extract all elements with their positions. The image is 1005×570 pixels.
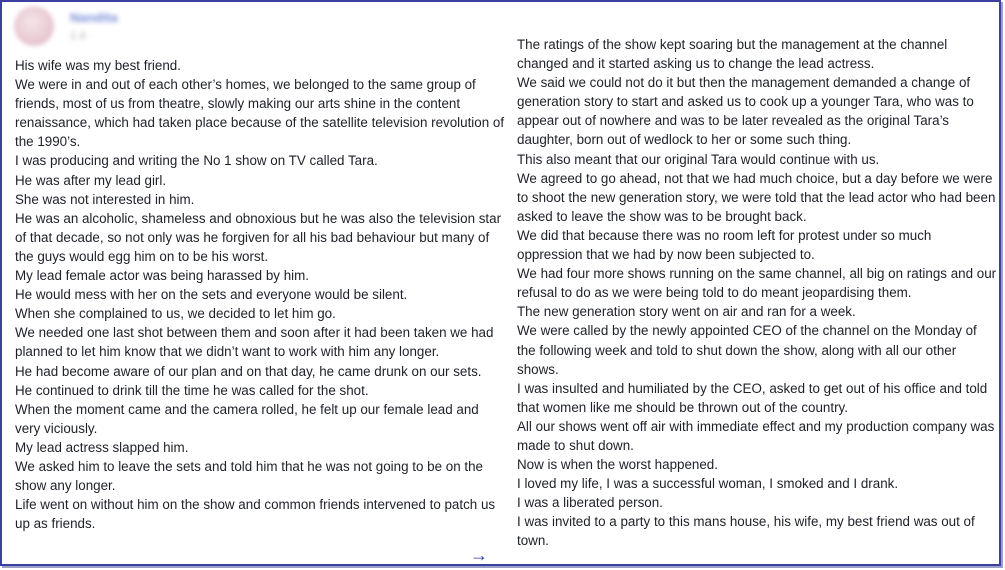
author-avatar[interactable] [14,6,54,46]
post-paragraph: We were in and out of each other’s homes, we belonged to the same group of friends, most of us from theatre, slowly making our arts shine in the content renaissance, which had taken place because of the satellite television revolution of the 1990’s. [15,77,505,150]
post-paragraph: We did that because there was no room left for protest under so much oppression that we had by now been subjected to. [517,227,932,263]
post-paragraph: Now is when the worst happened. [517,457,718,473]
post-paragraph: We asked him to leave the sets and told him that he was not going to be on the show any longer. [15,458,483,494]
author-name[interactable]: Nandita [70,10,118,25]
post-paragraph: When the moment came and the camera rolled, he felt up our female lead and very viciously. [15,401,479,436]
post-timestamp[interactable]: 1 d · [70,30,93,42]
post-paragraph: We were called by the newly appointed CEO of the channel on the Monday of the following week and told to shut down the show, along with all our other shows. [517,323,977,377]
post-paragraph: My lead actress slapped him. [15,439,189,455]
post-paragraph: I was insulted and humiliated by the CEO, asked to get out of his office and told that women like me should be thrown out of the country. [517,380,988,415]
post-paragraph: He continued to drink till the time he was called for the shot. [15,382,369,398]
post-paragraph: I was a liberated person. [517,495,663,511]
post-paragraph: My lead female actor was being harassed by him. [15,268,309,284]
post-paragraph: We needed one last shot between them and soon after it had been taken we had planned to let him know that we didn’t want to work with him any longer. [15,325,494,360]
post-paragraph: This also meant that our original Tara would continue with us. [517,151,880,167]
post-paragraph: We agreed to go ahead, not that we had much choice, but a day before we were to shoot the new generation story, we were told that the lead actor who had been asked to leave the show was to be brought back. [517,170,996,224]
post-paragraph: The new generation story went on air and ran for a week. [517,304,856,320]
post-paragraph: Life went on without him on the show and common friends intervened to patch us up as friends. [15,497,496,532]
post-paragraph: We said we could not do it but then the management demanded a change of generation story to start and asked us to cook up a younger Tara, who was to appear out of nowhere and was to be later revealed as the original Tara’s daughter, born out of wedlock to her or some such thing. [517,75,974,148]
post-paragraph: We had four more shows running on the same channel, all big on ratings and our refusal to do as we were being told to do meant jeopardising them. [517,266,997,301]
post-paragraph: He was after my lead girl. [15,172,167,188]
post-paragraph: The ratings of the show kept soaring but the management at the channel changed and it started asking us to change the lead actress. [517,37,948,72]
post-paragraph: I was producing and writing the No 1 show on TV called Tara. [15,153,378,169]
post-paragraph: He would mess with her on the sets and everyone would be silent. [15,287,408,303]
post-paragraph: He was an alcoholic, shameless and obnoxious but he was also the television star of that decade, so not only was he forgiven for all his bad behaviour but many of the guys would egg him on to be his worst. [15,210,502,264]
post-paragraph: I was invited to a party to this mans house, his wife, my best friend was out of town. [517,514,975,549]
post-paragraph: She was not interested in him. [15,191,195,207]
post-text-left-column [15,56,505,533]
post-header [14,4,244,48]
post-paragraph: He had become aware of our plan and on that day, he came drunk on our sets. [15,363,482,379]
post-paragraph: His wife was my best friend. [15,58,181,73]
post-paragraph: All our shows went off air with immediate effect and my production company was made to shut down. [517,418,995,453]
post-paragraph: I loved my life, I was a successful woman, I smoked and I drank. [517,476,899,492]
continue-arrow-icon: → [470,545,488,565]
post-text-right-column [517,35,997,551]
post-paragraph: When she complained to us, we decided to let him go. [15,306,336,322]
